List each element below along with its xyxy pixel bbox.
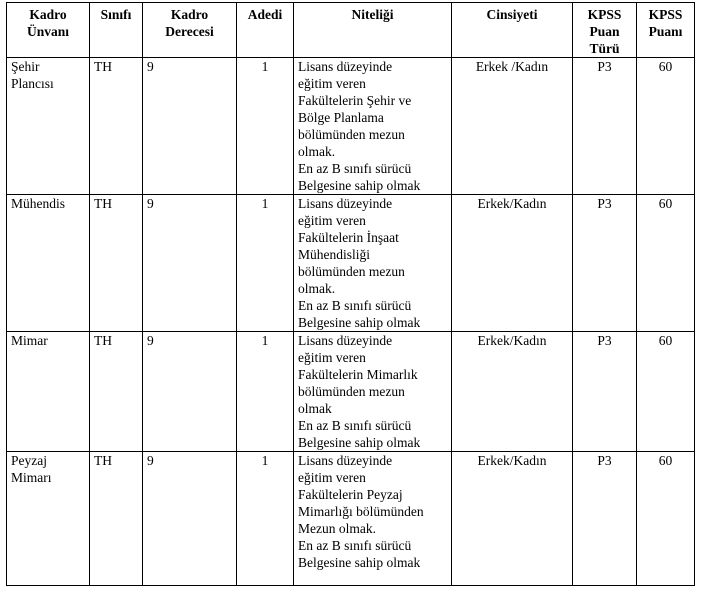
cell-sinif: TH [90,452,143,586]
cell-puan: 60 [637,195,695,332]
cell-nitelik: Lisans düzeyinde eğitim veren Fakültelerin Mimarlık bölümünden mezun olmak En az B sınıfı sürücü Belgesine sahip olmak [294,332,452,452]
table-row [7,332,695,452]
cell-unvan: Şehir Plancısı [7,58,90,195]
cell-cinsiyet: Erkek/Kadın [452,195,573,332]
cell-nitelik: Lisans düzeyinde eğitim veren Fakültelerin Şehir ve Bölge Planlama bölümünden mezun olmak. En az B sınıfı sürücü Belgesine sahip olmak [294,58,452,195]
cell-puan: 60 [637,58,695,195]
cell-puan-turu: P3 [573,58,637,195]
cell-derece: 9 [143,58,237,195]
cell-cinsiyet: Erkek /Kadın [452,58,573,195]
header-kadro-unvani: Kadro Ünvanı [7,3,90,58]
header-niteligi: Niteliği [294,3,452,58]
cell-sinif: TH [90,332,143,452]
header-adedi: Adedi [237,3,294,58]
cell-puan-turu: P3 [573,195,637,332]
cell-derece: 9 [143,332,237,452]
cell-puan: 60 [637,452,695,586]
cell-puan: 60 [637,332,695,452]
cell-cinsiyet: Erkek/Kadın [452,332,573,452]
cell-derece: 9 [143,452,237,586]
cell-unvan: Peyzaj Mimarı [7,452,90,586]
table-row [7,58,695,195]
cell-sinif: TH [90,58,143,195]
cell-unvan: Mimar [7,332,90,452]
header-kadro-derecesi: Kadro Derecesi [143,3,237,58]
table-header-row [7,3,695,58]
header-cinsiyeti: Cinsiyeti [452,3,573,58]
kadro-table [6,2,695,586]
cell-puan-turu: P3 [573,332,637,452]
cell-derece: 9 [143,195,237,332]
cell-cinsiyet: Erkek/Kadın [452,452,573,586]
table-row [7,452,695,586]
cell-unvan: Mühendis [7,195,90,332]
cell-sinif: TH [90,195,143,332]
table-row [7,195,695,332]
cell-adet: 1 [237,332,294,452]
header-sinifi: Sınıfı [90,3,143,58]
cell-adet: 1 [237,58,294,195]
header-kpss-puan-turu: KPSS Puan Türü [573,3,637,58]
cell-adet: 1 [237,195,294,332]
cell-nitelik: Lisans düzeyinde eğitim veren Fakültelerin Peyzaj Mimarlığı bölümünden Mezun olmak. En az B sınıfı sürücü Belgesine sahip olmak [294,452,452,586]
cell-nitelik: Lisans düzeyinde eğitim veren Fakültelerin İnşaat Mühendisliği bölümünden mezun olmak. En az B sınıfı sürücü Belgesine sahip olmak [294,195,452,332]
header-kpss-puani: KPSS Puanı [637,3,695,58]
cell-puan-turu: P3 [573,452,637,586]
cell-adet: 1 [237,452,294,586]
